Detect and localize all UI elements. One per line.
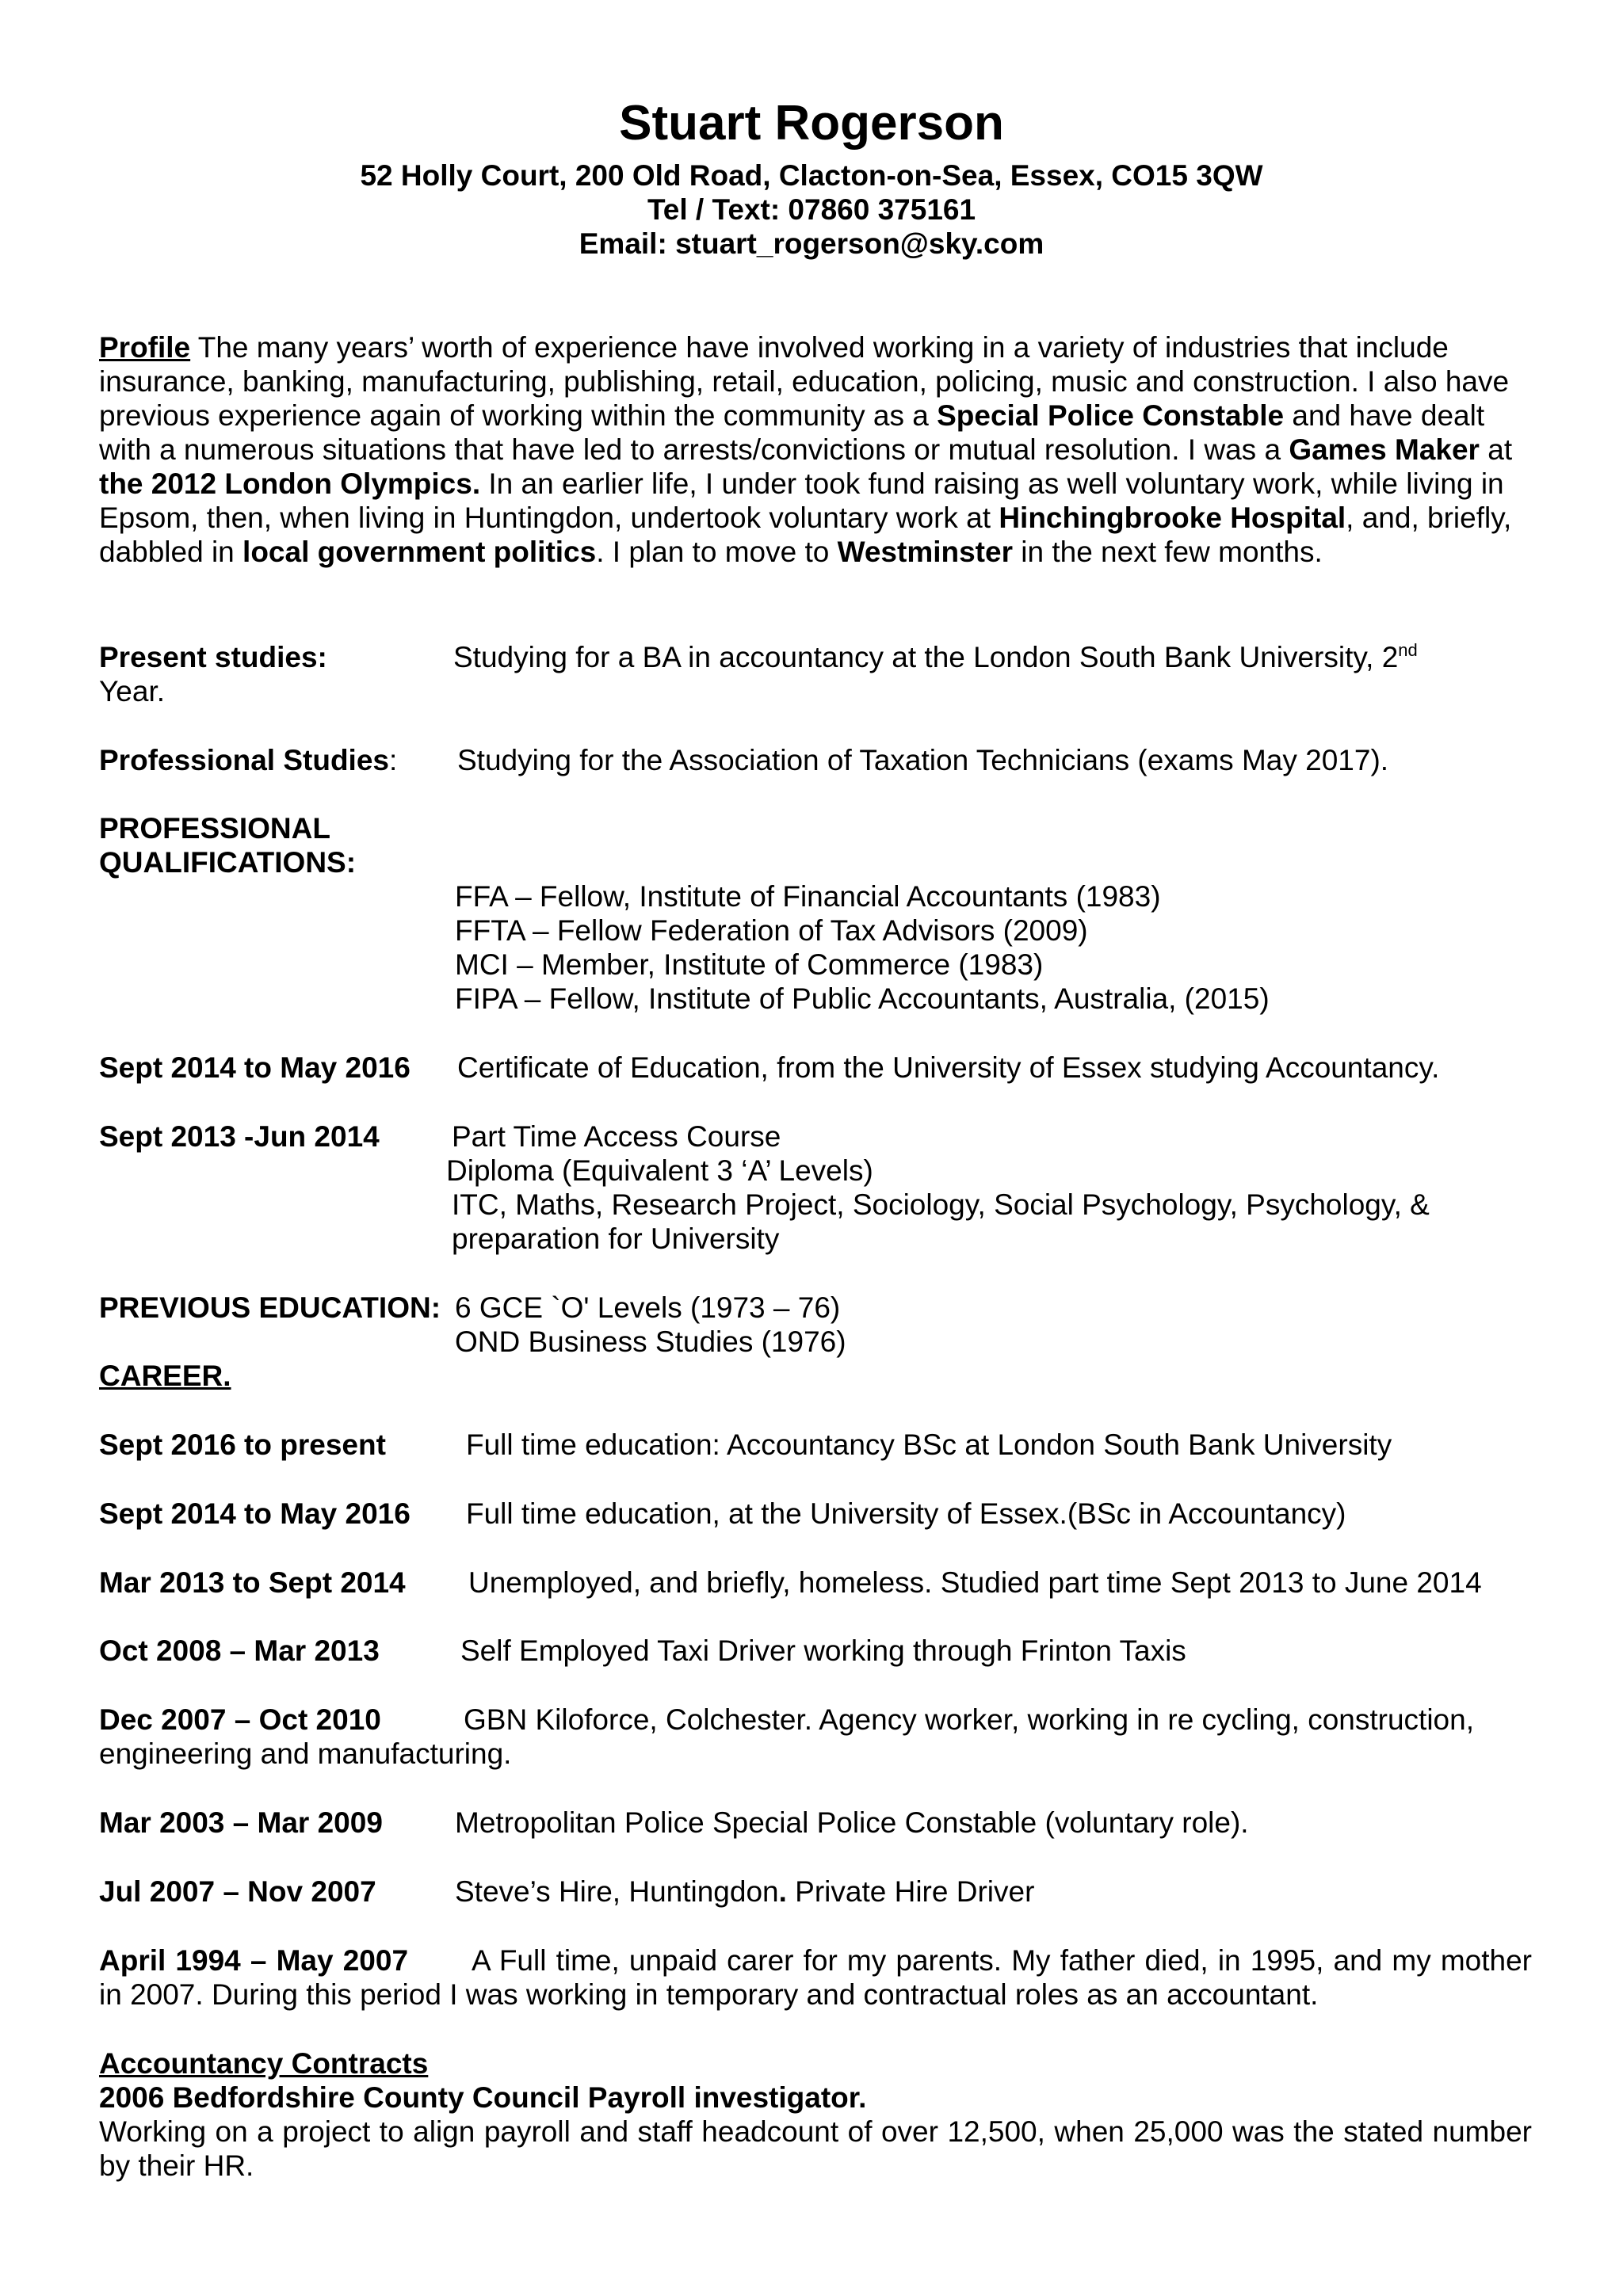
profile-heading: Profile [99,331,191,364]
career-text: Full time education: Accountancy BSc at London South Bank University [466,1428,1392,1461]
phone-line: Tel / Text: 07860 375161 [647,193,976,226]
contract-title: 2006 Bedfordshire County Council Payroll investigator. [99,2081,867,2114]
professional-studies-label: Professional Studies: [99,744,398,776]
contract-text: Working on a project to align payroll and staff headcount of over 12,500, when 25,000 was the stated number by their HR. [99,2115,1532,2182]
previous-education-line: 6 GCE `O' Levels (1973 – 76) [455,1291,841,1324]
qualification-item: FFA – Fellow, Institute of Financial Accountants (1983) [455,880,1161,913]
access-line: ITC, Maths, Research Project, Sociology, Social Psychology, Psychology, & [452,1188,1430,1221]
qualification-item: MCI – Member, Institute of Commerce (1983) [455,948,1044,981]
career-date: April 1994 – May 2007 [99,1944,409,1977]
address-line: 52 Holly Court, 200 Old Road, Clacton-on-Sea, Essex, CO15 3QW [360,159,1263,192]
candidate-name: Stuart Rogerson [619,96,1004,151]
career-date: Mar 2003 – Mar 2009 [99,1806,383,1839]
career-date: Oct 2008 – Mar 2013 [99,1634,380,1667]
career-text: Metropolitan Police Special Police Constable (voluntary role). [455,1806,1249,1839]
career-date: Sept 2014 to May 2016 [99,1497,411,1530]
email-line: Email: stuart_rogerson@sky.com [579,227,1044,260]
career-date: Mar 2013 to Sept 2014 [99,1566,406,1599]
carer-paragraph: April 1994 – May 2007 A Full time, unpaid carer for my parents. My father died, in 1995, and my mother in 2007. During this period I was working in temporary and contractual roles as an accountant. [99,1944,1533,2011]
career-heading: CAREER. [99,1360,231,1392]
access-date: Sept 2013 -Jun 2014 [99,1120,380,1153]
career-date: Dec 2007 – Oct 2010 [99,1703,381,1736]
cert-text: Certificate of Education, from the University of Essex studying Accountancy. [457,1051,1440,1084]
present-studies-continuation: Year. [99,675,165,707]
career-date: Sept 2016 to present [99,1428,386,1461]
qualifications-label-2: QUALIFICATIONS: [99,846,357,879]
cert-date: Sept 2014 to May 2016 [99,1051,411,1084]
career-text: GBN Kiloforce, Colchester. Agency worker, working in re cycling, construction, [464,1703,1474,1736]
career-text: Self Employed Taxi Driver working through Frinton Taxis [460,1634,1186,1667]
access-line: Diploma (Equivalent 3 ‘A’ Levels) [446,1154,873,1187]
career-text: Unemployed, and briefly, homeless. Studied part time Sept 2013 to June 2014 [468,1566,1482,1599]
access-line: Part Time Access Course [452,1120,781,1153]
career-text: Full time education, at the University of Essex.(BSc in Accountancy) [466,1497,1346,1530]
qualification-item: FIPA – Fellow, Institute of Public Accountants, Australia, (2015) [455,982,1270,1015]
present-studies-label: Present studies: [99,641,327,673]
career-text-continuation: engineering and manufacturing. [99,1737,512,1770]
profile-paragraph: Profile The many years’ worth of experience have involved working in a variety of industries that include insurance, banking, manufacturing, publishing, retail, education, policing, music and construction. I also have previous experience again of working within the community as a Special Police Constable and have dealt with a numerous situations that have led to arrests/convictions or mutual resolution. I was a Games Maker at the 2012 London Olympics. In an earlier life, I under took fund raising as well voluntary work, while living in Epsom, then, when living in Huntingdon, undertook voluntary work at Hinchingbrooke Hospital, and, briefly, dabbled in local government politics. I plan to move to Westminster in the next few months. [99,331,1513,568]
career-date: Jul 2007 – Nov 2007 [99,1875,376,1908]
previous-education-label: PREVIOUS EDUCATION: [99,1291,441,1324]
professional-studies-text: Studying for the Association of Taxation Technicians (exams May 2017). [457,744,1389,776]
previous-education-line: OND Business Studies (1976) [455,1325,846,1358]
access-line: preparation for University [452,1222,780,1255]
contracts-heading: Accountancy Contracts [99,2047,429,2080]
qualifications-label-1: PROFESSIONAL [99,812,330,845]
career-text: Steve’s Hire, Huntingdon. Private Hire Driver [455,1875,1035,1908]
qualification-item: FFTA – Fellow Federation of Tax Advisors (2009) [455,914,1088,947]
present-studies-text: Studying for a BA in accountancy at the London South Bank University, 2nd [453,640,1418,673]
